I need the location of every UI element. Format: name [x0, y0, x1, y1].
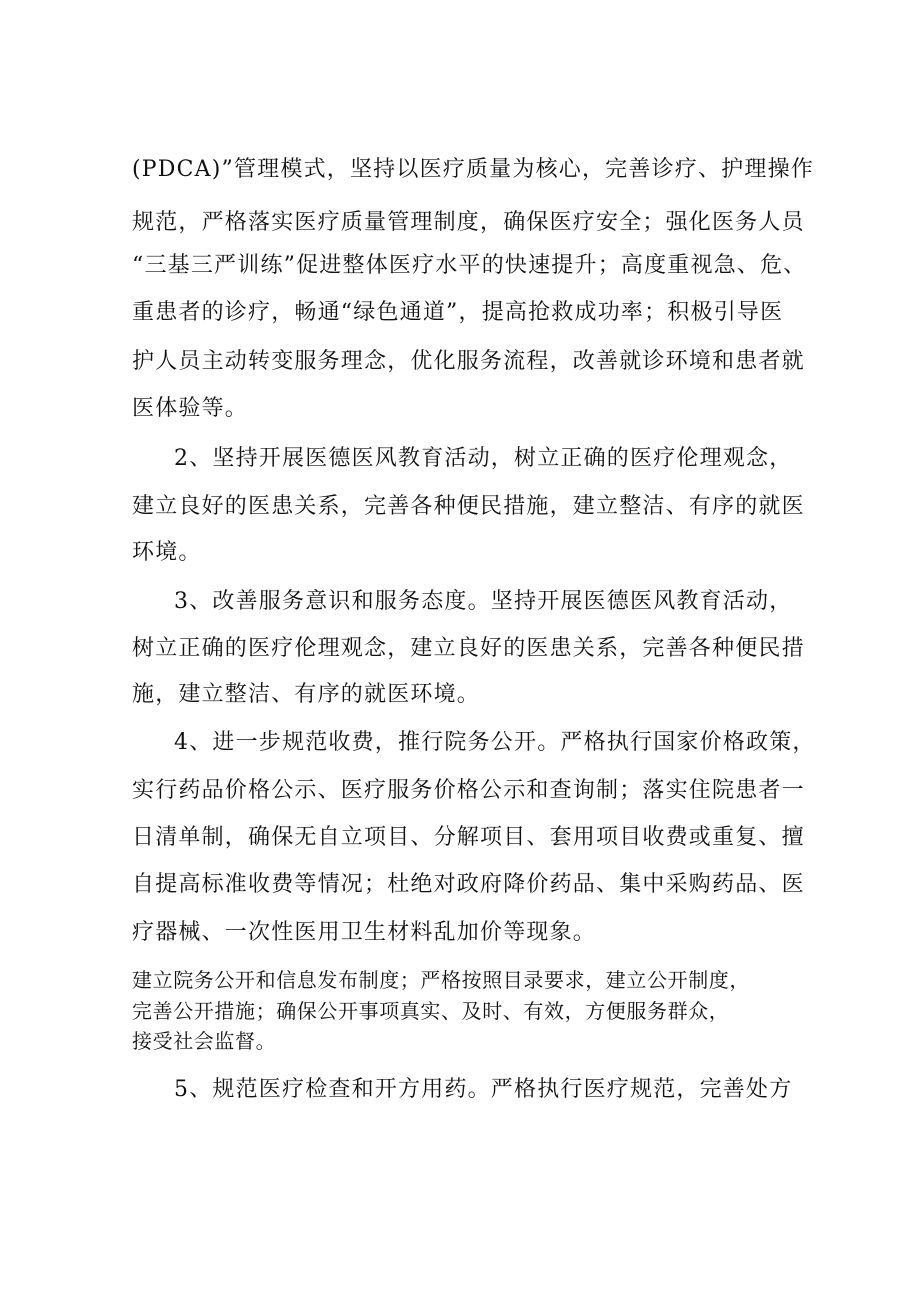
paragraph-2-line-3: 环境。	[132, 540, 202, 565]
paragraph-4-line-5: 疗器械、一次性医用卫生材料乱加价等现象。	[132, 920, 597, 945]
paragraph-1-line-3: “三基三严训练”促进整体医疗水平的快速提升；高度重视急、危、	[132, 253, 807, 278]
paragraph-4-line-2: 实行药品价格公示、医疗服务价格公示和查询制；落实住院患者一	[132, 778, 805, 803]
paragraph-3-line-1: 3、改善服务意识和服务态度。坚持开展医德医风教育活动，	[174, 589, 793, 614]
paragraph-1-line-5: 护人员主动转变服务理念，优化服务流程，改善就诊环境和患者就	[132, 349, 805, 374]
paragraph-2-line-2: 建立良好的医患关系，完善各种便民措施，建立整洁、有序的就医	[132, 494, 805, 519]
paragraph-3-line-3: 施，建立整洁、有序的就医环境。	[132, 682, 481, 707]
paragraph-4-line-3: 日清单制，确保无自立项目、分解项目、套用项目收费或重复、擅	[132, 825, 805, 850]
paragraph-4-line-4: 自提高标准收费等情况；杜绝对政府降价药品、集中采购药品、医	[132, 872, 805, 897]
paragraph-5-line-1: 建立院务公开和信息发布制度；严格按照目录要求，建立公开制度，	[132, 968, 750, 992]
paragraph-2-line-1: 2、坚持开展医德医风教育活动，树立正确的医疗伦理观念，	[174, 446, 793, 471]
paragraph-5-line-3: 接受社会监督。	[132, 1029, 277, 1053]
paragraph-4-line-1: 4、进一步规范收费，推行院务公开。严格执行国家价格政策，	[174, 730, 816, 755]
paragraph-3-line-2: 树立正确的医疗伦理观念，建立良好的医患关系，完善各种便民措	[132, 636, 805, 661]
paragraph-6-line-1: 5、规范医疗检查和开方用药。严格执行医疗规范，完善处方	[174, 1077, 793, 1102]
paragraph-1-line-4: 重患者的诊疗，畅通“绿色通道”，提高抢救成功率；积极引导医	[132, 300, 784, 325]
paragraph-1-line-2: 规范，严格落实医疗质量管理制度，确保医疗安全；强化医务人员	[132, 210, 805, 235]
paragraph-1-line-6: 医体验等。	[132, 396, 249, 421]
paragraph-1-line-1: (PDCA)”管理模式，坚持以医疗质量为核心，完善诊疗、护理操作	[132, 157, 814, 182]
paragraph-5-line-2: 完善公开措施；确保公开事项真实、及时、有效，方便服务群众，	[132, 999, 730, 1023]
